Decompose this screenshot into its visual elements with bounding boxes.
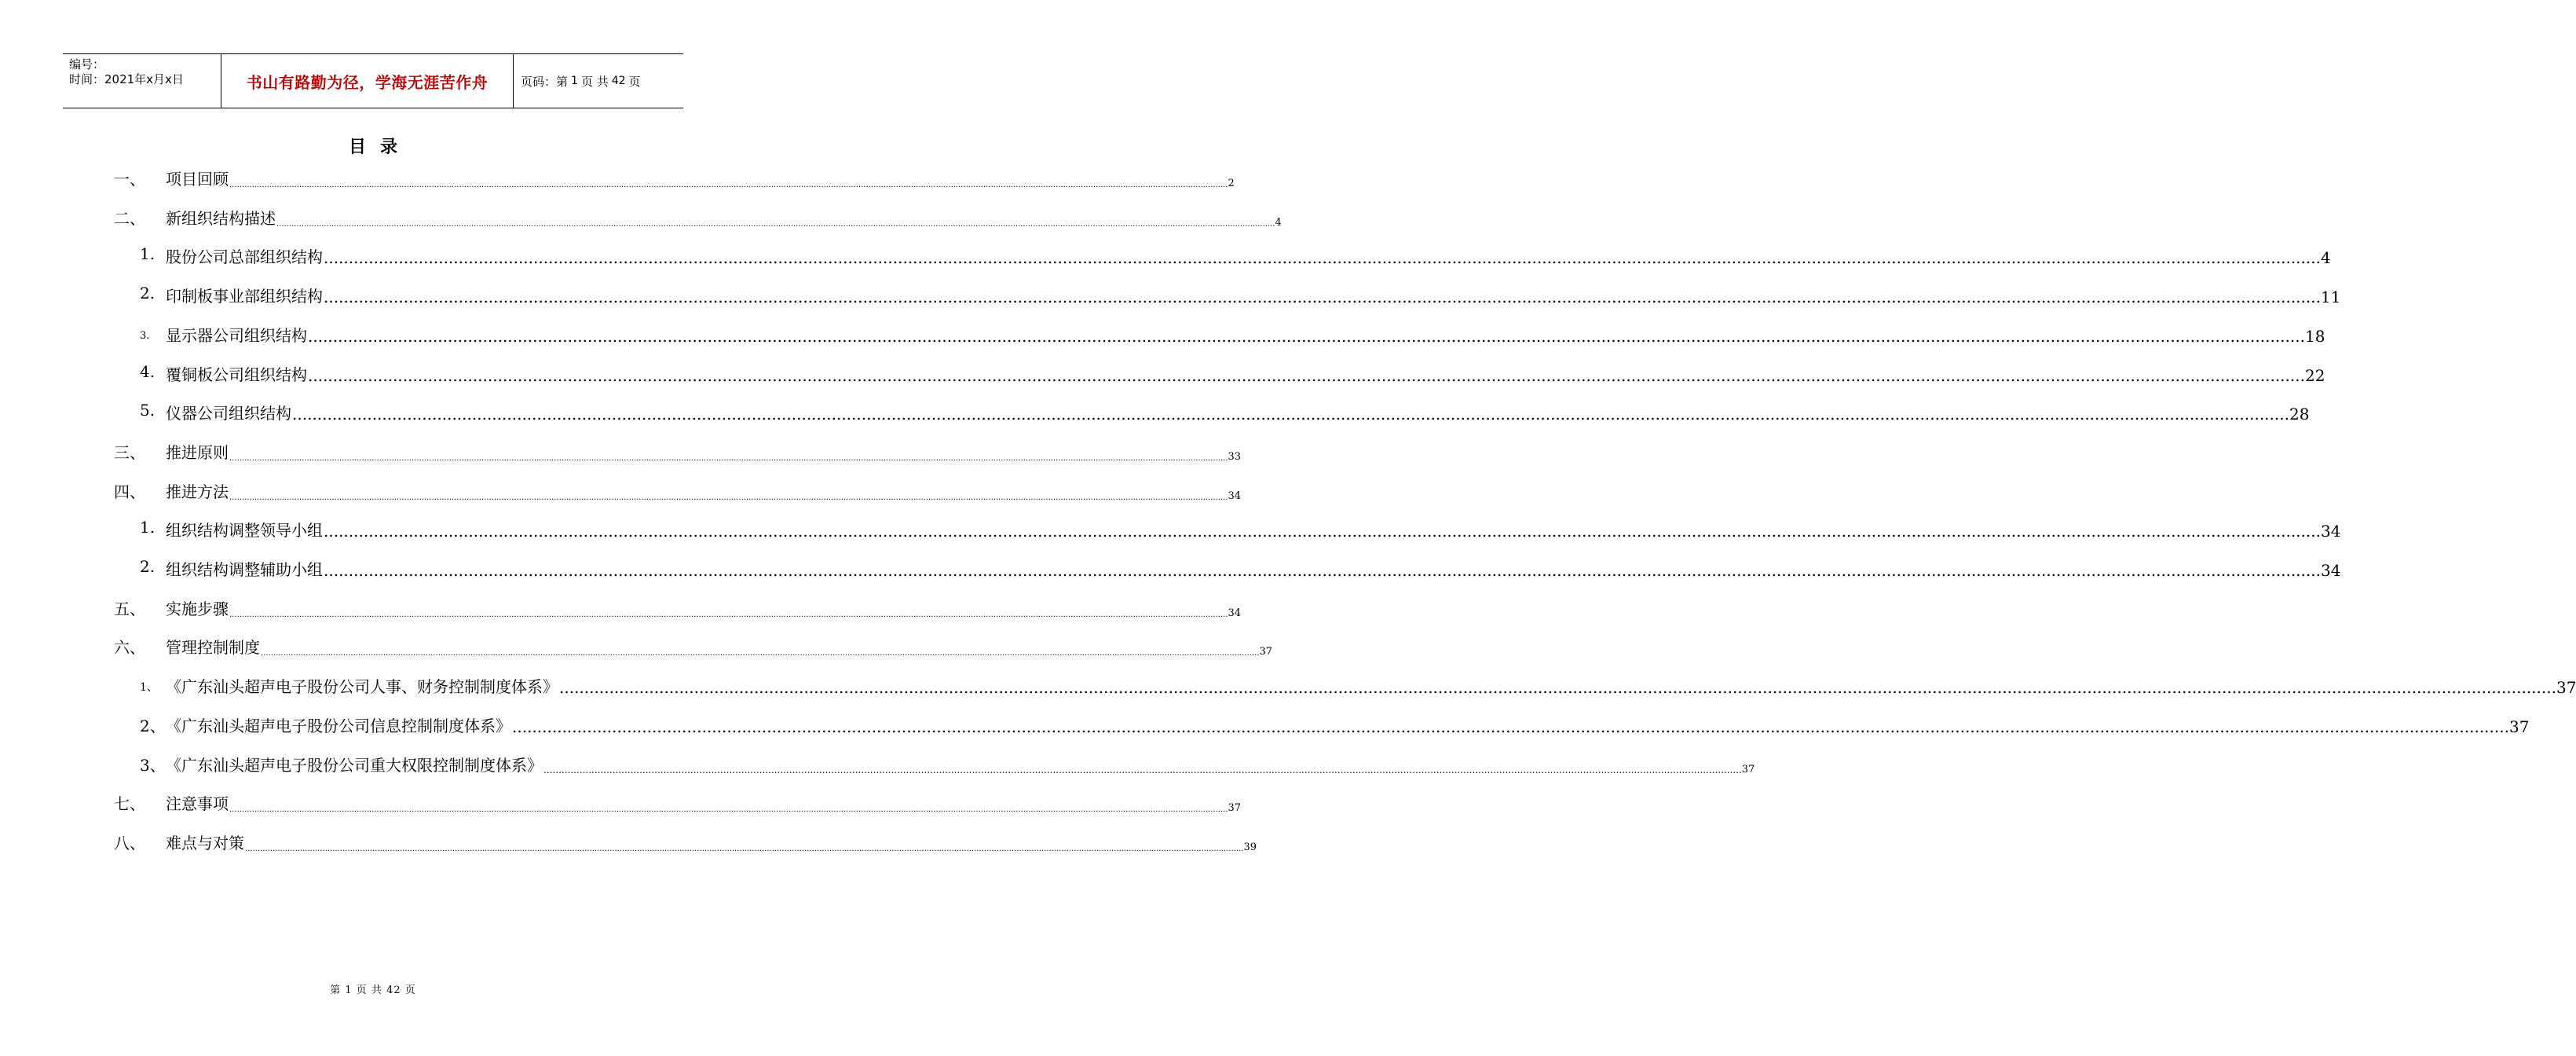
- header-page-current: 1: [571, 75, 578, 87]
- dot-leader: ................................................................................................................................................................................................................................................................................................................................................................................................................: [292, 405, 2289, 424]
- toc-entry-number: 1.: [140, 518, 156, 537]
- toc-entry[interactable]: [0, 713, 2530, 745]
- dot-leader: ................................................................................................................................................................................................................................................................................................................................................................................................................: [543, 764, 1742, 776]
- footer-current: 1: [345, 984, 353, 996]
- toc-entry-number: 五、: [114, 599, 145, 618]
- footer-mid: 页 共: [356, 984, 382, 996]
- toc-entry-page: 34: [2320, 561, 2341, 580]
- toc-entry-number: 1.: [140, 244, 156, 264]
- dot-leader: ................................................................................................................................................................................................................................................................................................................................................................................................................: [559, 678, 2556, 698]
- toc-entry-title: 组织结构调整辅助小组: [166, 560, 323, 579]
- toc-entry-number: 三、: [114, 442, 145, 462]
- toc-entry[interactable]: [0, 830, 1257, 862]
- toc-entry-page: 33: [1228, 450, 1242, 463]
- toc-entry-leader: [229, 479, 1242, 502]
- toc-entry-title: 印制板事业部组织结构: [166, 287, 323, 306]
- toc-entry-leader: [324, 518, 2341, 541]
- toc-entry-number: 七、: [114, 794, 145, 814]
- toc-entry-page: 37: [2508, 717, 2530, 736]
- toc-entry-title: 股份公司总部组织结构: [166, 248, 323, 267]
- toc-entry-page: 34: [1228, 607, 1242, 619]
- date-label: 时间：2021年x月x日: [69, 72, 184, 86]
- toc-entry-number: 八、: [114, 833, 145, 852]
- toc-entry-number: 3、: [140, 755, 166, 775]
- toc-entry-title: 《广东汕头超声电子股份公司人事、财务控制制度体系》: [166, 677, 558, 697]
- toc-entry-page: 34: [1228, 490, 1242, 502]
- toc-entry-page: 18: [2304, 326, 2325, 346]
- toc-entry-title: 推进方法: [166, 482, 229, 501]
- toc-entry-number: 1、: [140, 681, 158, 695]
- page-footer: [0, 981, 746, 996]
- toc-entry[interactable]: [0, 401, 2310, 432]
- toc-entry-leader: [276, 206, 1282, 229]
- footer-prefix: 第: [330, 984, 342, 996]
- dot-leader: ................................................................................................................................................................................................................................................................................................................................................................................................................: [229, 453, 1228, 463]
- header-page-suffix: 页: [628, 74, 641, 89]
- dot-leader: ................................................................................................................................................................................................................................................................................................................................................................................................................: [512, 717, 2509, 736]
- toc-entry-title: 《广东汕头超声电子股份公司重大权限控制制度体系》: [166, 755, 543, 775]
- toc-entry-title: 推进原则: [166, 442, 229, 462]
- toc-entry[interactable]: [0, 635, 1273, 666]
- toc-entry-leader: [245, 830, 1257, 853]
- dot-leader: ................................................................................................................................................................................................................................................................................................................................................................................................................: [261, 649, 1260, 658]
- dot-leader: ................................................................................................................................................................................................................................................................................................................................................................................................................: [324, 561, 2321, 580]
- toc-entry-leader: [229, 440, 1242, 463]
- toc-entry-page: 39: [1243, 841, 1257, 853]
- dot-leader: ................................................................................................................................................................................................................................................................................................................................................................................................................: [324, 248, 2321, 268]
- toc-entry[interactable]: [0, 479, 1242, 511]
- toc-entry[interactable]: [0, 557, 2341, 588]
- dot-leader: ................................................................................................................................................................................................................................................................................................................................................................................................................: [245, 844, 1244, 853]
- dot-leader: ................................................................................................................................................................................................................................................................................................................................................................................................................: [229, 610, 1228, 619]
- page-title: 目录: [348, 138, 412, 157]
- toc-entry-page: 34: [2320, 522, 2341, 541]
- toc-entry-title: 新组织结构描述: [166, 208, 276, 228]
- toc-entry[interactable]: [0, 674, 2576, 706]
- toc-entry-title: 仪器公司组织结构: [166, 404, 291, 424]
- toc-entry[interactable]: [0, 791, 1242, 823]
- toc-entry-leader: [324, 284, 2341, 307]
- toc-entry-title: 注意事项: [166, 794, 229, 814]
- dot-leader: ................................................................................................................................................................................................................................................................................................................................................................................................................: [308, 326, 2305, 346]
- dot-leader: ................................................................................................................................................................................................................................................................................................................................................................................................................: [229, 805, 1228, 815]
- toc-entry-number: 2.: [140, 284, 156, 303]
- toc-entry-page: 37: [1228, 802, 1242, 815]
- toc-entry-title: 《广东汕头超声电子股份公司信息控制制度体系》: [166, 716, 511, 735]
- toc-entry-leader: [543, 753, 1755, 776]
- document-header: [63, 53, 683, 108]
- toc-entry-number: 2、: [140, 716, 166, 735]
- serial-label: 编号：: [69, 57, 105, 72]
- toc-entry-page: 4: [1275, 216, 1282, 229]
- toc-entry[interactable]: [0, 753, 1755, 784]
- dot-leader: ................................................................................................................................................................................................................................................................................................................................................................................................................: [308, 365, 2305, 385]
- toc-entry-title: 覆铜板公司组织结构: [166, 365, 307, 384]
- toc-entry-number: 2.: [140, 557, 156, 576]
- toc-entry[interactable]: [0, 323, 2325, 354]
- toc-entry[interactable]: [0, 167, 1235, 198]
- header-page-prefix: 页码：第: [521, 74, 569, 89]
- toc-entry[interactable]: [0, 361, 2325, 394]
- toc-entry-page: 11: [2320, 288, 2341, 307]
- toc-entry-page: 37: [1741, 763, 1755, 776]
- toc-entry-leader: [512, 713, 2530, 736]
- header-page-mid: 页 共: [580, 74, 609, 89]
- toc-entry-number: 二、: [114, 208, 145, 228]
- toc-entry-leader: [261, 635, 1273, 658]
- toc-entry-title: 显示器公司组织结构: [166, 325, 307, 345]
- dot-leader: ................................................................................................................................................................................................................................................................................................................................................................................................................: [276, 219, 1275, 229]
- toc-entry-leader: [229, 791, 1242, 815]
- toc-entry-title: 组织结构调整领导小组: [166, 521, 323, 541]
- footer-total: 42: [386, 984, 401, 996]
- toc-entry-number: 四、: [114, 482, 145, 501]
- toc-entry-leader: [229, 167, 1235, 189]
- toc-entry[interactable]: [0, 440, 1242, 471]
- header-meta: [63, 54, 221, 108]
- dot-leader: ................................................................................................................................................................................................................................................................................................................................................................................................................: [324, 288, 2321, 307]
- toc-entry-leader: [308, 362, 2325, 385]
- toc-entry-number: 5.: [140, 401, 156, 420]
- header-page-info: [514, 54, 683, 108]
- toc-entry-page: 4: [2320, 248, 2331, 268]
- header-page-total: 42: [611, 75, 626, 87]
- toc-entry-page: 22: [2304, 365, 2325, 385]
- toc-entry-number: 3.: [140, 329, 150, 342]
- toc-entry-leader: [324, 557, 2341, 580]
- dot-leader: ................................................................................................................................................................................................................................................................................................................................................................................................................: [229, 181, 1228, 189]
- toc-entry-page: 2: [1228, 178, 1235, 189]
- toc-entry-leader: [324, 244, 2331, 268]
- dot-leader: ................................................................................................................................................................................................................................................................................................................................................................................................................: [229, 493, 1228, 502]
- toc-entry[interactable]: [0, 518, 2341, 549]
- toc-entry[interactable]: [0, 206, 1282, 237]
- toc-entry-page: 28: [2289, 405, 2310, 424]
- toc-entry-number: 一、: [114, 170, 145, 189]
- toc-entry-number: 六、: [114, 638, 145, 658]
- toc-entry-page: 37: [1259, 646, 1273, 658]
- toc-entry-title: 实施步骤: [166, 599, 229, 618]
- toc-entry-page: 37: [2556, 678, 2576, 698]
- toc-entry-title: 难点与对策: [166, 833, 244, 852]
- toc-entry-title: 项目回顾: [166, 170, 229, 189]
- toc-entry-title: 管理控制制度: [166, 638, 260, 658]
- toc-entry-leader: [229, 596, 1242, 619]
- header-motto: 书山有路勤为径，学海无涯苦作舟: [221, 54, 514, 108]
- toc-entry-number: 4.: [140, 361, 156, 381]
- toc-entry[interactable]: [0, 244, 2331, 276]
- footer-suffix: 页: [404, 984, 416, 996]
- toc-entry-leader: [559, 674, 2576, 698]
- dot-leader: ................................................................................................................................................................................................................................................................................................................................................................................................................: [324, 522, 2321, 541]
- toc-entry[interactable]: [0, 596, 1242, 628]
- toc-entry-leader: [308, 323, 2325, 346]
- toc-entry-leader: [292, 401, 2310, 424]
- toc-entry[interactable]: [0, 284, 2341, 315]
